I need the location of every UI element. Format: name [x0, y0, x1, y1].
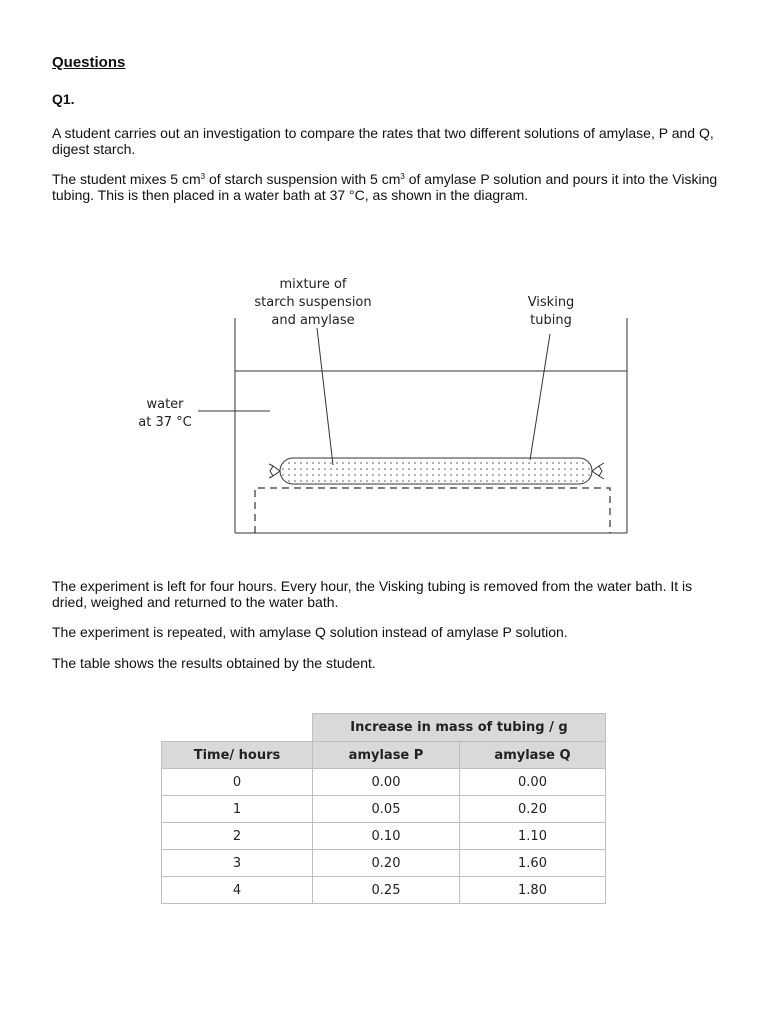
label-mixture-line3: and amylase: [271, 313, 355, 328]
header-time: Time/ hours: [162, 742, 313, 769]
label-mixture-line2: starch suspension: [254, 295, 372, 310]
cell-q: 0.00: [460, 769, 606, 796]
cell-q: 0.20: [460, 796, 606, 823]
cell-p: 0.20: [313, 850, 460, 877]
table-row: [162, 796, 606, 823]
leader-mixture: [317, 328, 333, 465]
page-heading: Questions: [52, 54, 126, 71]
cell-time: 2: [162, 823, 313, 850]
cell-p: 0.25: [313, 877, 460, 904]
group-header: Increase in mass of tubing / g: [313, 714, 606, 742]
question-number: Q1.: [52, 91, 75, 107]
cell-time: 4: [162, 877, 313, 904]
label-tubing-line2: tubing: [530, 313, 572, 328]
cell-p: 0.10: [313, 823, 460, 850]
cell-p: 0.05: [313, 796, 460, 823]
cell-time: 1: [162, 796, 313, 823]
cell-p: 0.00: [313, 769, 460, 796]
cell-q: 1.10: [460, 823, 606, 850]
table-row: [162, 877, 606, 904]
label-water-line1: water: [146, 397, 184, 412]
tubing-left-knot: [269, 464, 280, 478]
table-row: [162, 850, 606, 877]
water-bath-diagram: [130, 268, 650, 540]
results-table: [161, 713, 606, 904]
repeat-paragraph: The experiment is repeated, with amylase Q solution instead of amylase P solution.: [52, 624, 568, 640]
leader-tubing: [530, 334, 550, 460]
label-mixture-line1: mixture of: [279, 277, 347, 292]
procedure-paragraph: The experiment is left for four hours. Every hour, the Visking tubing is removed from the water bath. It is dried, weighed and returned to the water bath.: [52, 578, 693, 610]
table-row: [162, 823, 606, 850]
cell-q: 1.80: [460, 877, 606, 904]
header-amylase-p: amylase P: [313, 742, 460, 769]
cell-time: 0: [162, 769, 313, 796]
dashed-support: [255, 488, 610, 533]
tubing-right-knot: [592, 463, 604, 479]
visking-tubing: [280, 458, 592, 484]
intro-paragraph: A student carries out an investigation to compare the rates that two different solutions of amylase, P and Q, digest starch.: [52, 125, 714, 157]
cell-q: 1.60: [460, 850, 606, 877]
header-amylase-q: amylase Q: [460, 742, 606, 769]
table-row: [162, 769, 606, 796]
label-tubing-line1: Visking: [527, 295, 575, 310]
setup-paragraph: The student mixes 5 $cm^3$ of starch suspension with 5 $cm^3$ of amylase P solution and pours it into the Visking tubing. This is then placed in a water bath at 37 °C, as shown in the diagram.: [52, 171, 718, 203]
header-blank: [162, 714, 313, 742]
label-water-line2: at 37 °C: [138, 415, 192, 430]
cell-time: 3: [162, 850, 313, 877]
table-intro-paragraph: The table shows the results obtained by the student.: [52, 655, 376, 671]
